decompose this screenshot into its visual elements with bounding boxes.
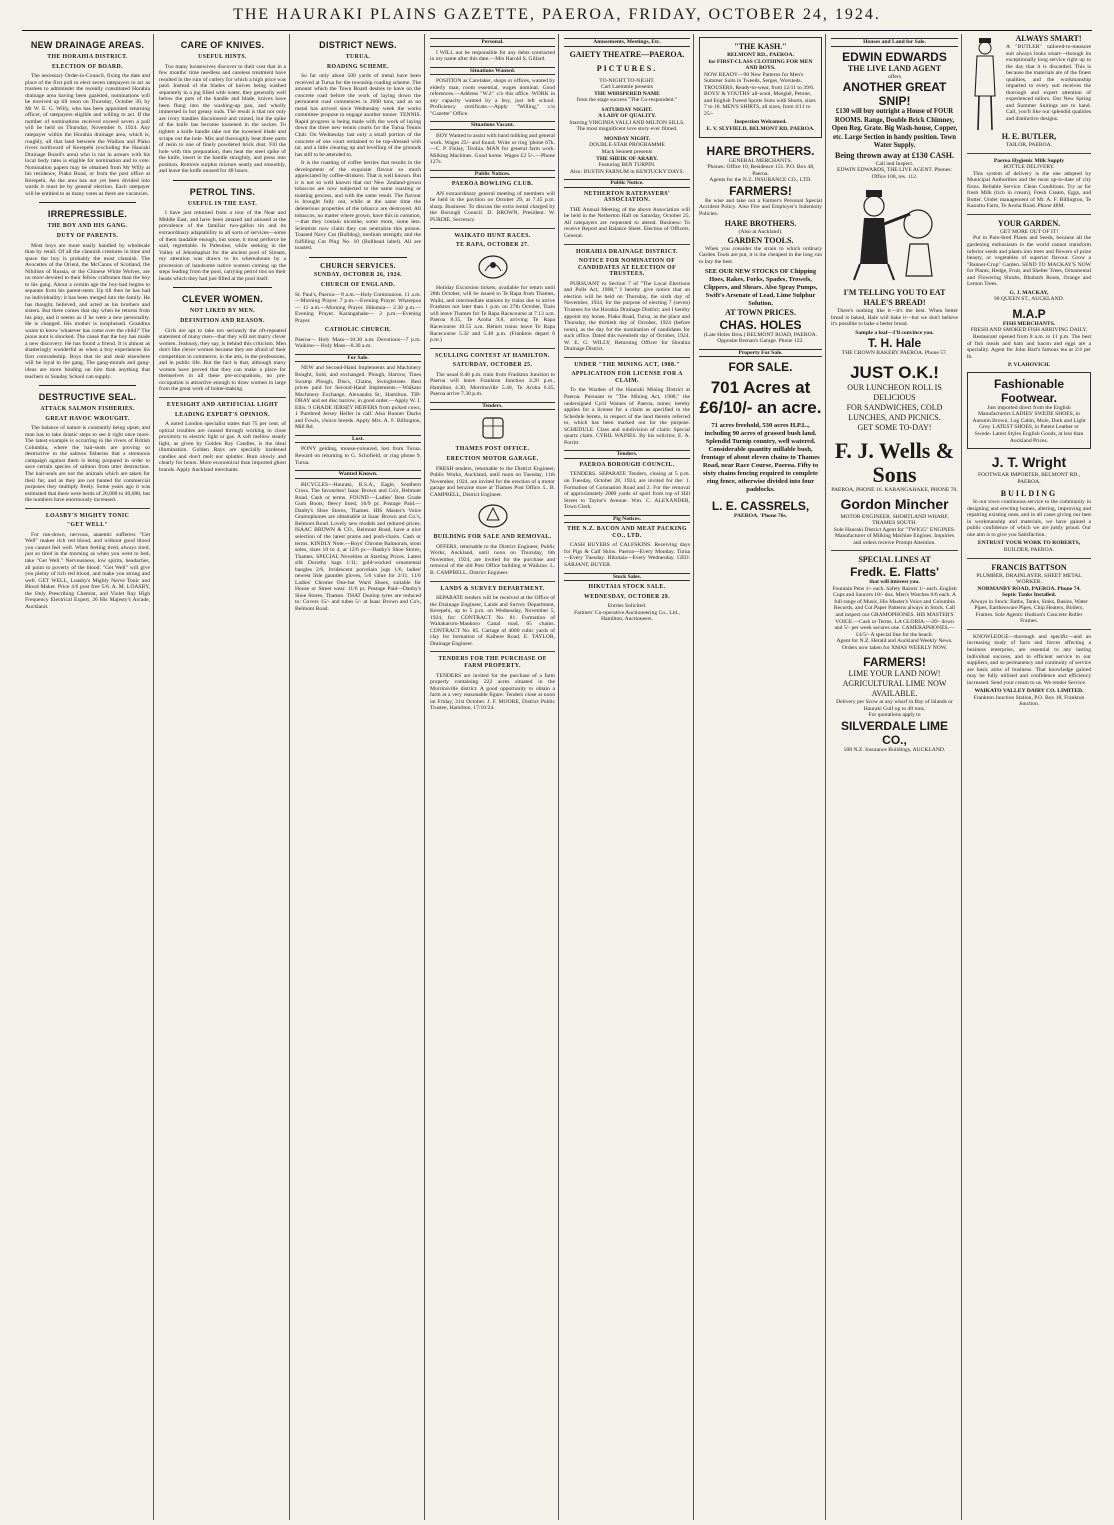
garden-sub: GET MORE OUT OF IT! (999, 228, 1059, 235)
subhead: GREAT HAVOC WROUGHT. (45, 415, 130, 422)
masthead-rule (22, 30, 1092, 31)
category-lost: Lost. (295, 435, 421, 444)
subhead: SUNDAY, OCTOBER 26, 1924. (313, 272, 403, 279)
divider (309, 257, 407, 258)
notice-title: HIKUTAIA STOCK SALE. (588, 584, 666, 591)
lime: LIME YOUR LAND NOW! AGRICULTURAL LIME NOW AVAILABLE. (842, 669, 947, 699)
battson-title: FRANCIS BATTSON (991, 562, 1067, 572)
lunch: FOR SANDWICHES, COLD LUNCHES, AND PICNICS. (846, 402, 943, 422)
notice-subtitle: NOTICE FOR NOMINATION OF CANDIDATES AT ELECTION OF TRUSTEES. (577, 258, 677, 278)
building-text: In our town continuous service to the community in designing and erecting homes, altering, improving and repairing existing ones, and in all cases giving our best in workmanship and materials, we have gained a public confidence of which we are justly proud. Our one aim is to give you Satisfaction. (967, 499, 1091, 538)
farmers2-title: FARMERS! (863, 655, 926, 670)
hare-phones: 'Phones: Office 10, Residence 151. P.O. Box 48, Paeroa. (706, 164, 815, 177)
ad-headline: LOASBY'S MIGHTY TONIC (45, 512, 130, 519)
entrust-sub: BUILDER, PAEROA. (1003, 546, 1055, 553)
subhead: USEFUL IN THE EAST. (187, 200, 258, 207)
newspaper-columns (22, 34, 1094, 1520)
flatts-name: Fredk. E. Flatts' (850, 565, 939, 580)
category-property: Property For Sale. (699, 349, 822, 358)
kash-title: "THE KASH." (734, 42, 787, 51)
subhead: NOT LIKED BY MEN. (189, 308, 256, 315)
farmers-text: Be wise and take out a Farmer's Personal Special Accident Policy. Also Fire and Employer's Indemnity Policies. (699, 197, 822, 217)
notice-title: TENDERS FOR THE PURCHASE OF FARM PROPERTY. (438, 656, 547, 669)
headline-women: CLEVER WOMEN. (182, 294, 263, 305)
theatre-line: DOUBLE-STAR PROGRAMME (589, 142, 665, 149)
divider (430, 228, 555, 229)
divider (173, 180, 272, 181)
category-for-sale: For Sale. (295, 354, 421, 363)
kash-address: BELMONT RD., PAEROA. (727, 52, 794, 58)
butler-advert (967, 34, 1091, 132)
notice-text: AN extraordinary general meeting of members will be held in the pavilion on October 29, at 7.45 p.m. sharp. Business: To discuss the extra rental charged by the Borough Council. D. BROWN, President. W. PURDIE, Secretary. (430, 190, 555, 224)
subhead: DUTY OF PARENTS. (56, 233, 119, 240)
wells-title: F. J. Wells & Sons (834, 437, 955, 487)
hale-slogan: I'M TELLING YOU TO EAT HALE'S BREAD! (843, 288, 946, 308)
category-personal: Personal. (430, 38, 555, 47)
column-5 (561, 34, 694, 1520)
category-tenders: Tenders. (564, 450, 690, 459)
flatts-text: Fountain Pens 1/- each. Safety Razors 1/- each. English Cups and Saucers 10/- doz. Men's Watches 6/6 each. A full range of Music, His Master's Voice and Columbia Records, and Cut Paper Patterns always in Stock. Call and inspect our GRAMOPHONES. HIS MASTER'S VOICE.—Cash or Terms. LA GLORIA.—20/- down and 5/- per week secures one. CAMERAPHONES.—£4/5/- A special line for the beach. (832, 585, 957, 638)
fashion-title: Fashionable Footwear. (993, 376, 1064, 405)
subhead: THE BOY AND HIS GANG. (47, 223, 128, 230)
divider (430, 651, 555, 652)
category-public: Public Notice. (564, 179, 690, 188)
battson-addr: NORMANBY ROAD, PAEROA. Phone 74. (977, 585, 1081, 592)
mackay-sub: 98 QUEEN ST., AUCKLAND. (993, 296, 1065, 303)
cassrels-sub: PAEROA. 'Phone 76s. (733, 513, 788, 520)
milk-sub: BOTTLE DELIVERY. (1003, 164, 1055, 171)
theatre-line: Featuring BEN TURPIN. (598, 162, 656, 169)
town-prices: AT TOWN PRICES. (725, 307, 796, 317)
notice-text: SEPARATE tenders will be received at the Office of the Drainage Engineer, Lands and Survey Department, Kerepehi, up to 5 p.m. on Wednesday, November 5, 1924, for: CONTRACT No. 81. Formation of Waitakaruru-Maukoro Canal road, 65 chains. CONTRACT No. 85. Cartage of 4000 cubic yards of clay for formation of Kaihere Road. E. TAYLOR, Drainage Engineer. (430, 595, 555, 647)
wright-title: J. T. Wright (991, 454, 1067, 471)
article-text: So far only about 500 yards of metal have been received at Turua for the township roading scheme. The amount which the Town Board desires to have on the concrete road before the work of laying down the permanent road commences is 2000 tons, and as no metal has arrived since Wednesday week the works committee propose to engage another tonner. TENNIS. Rapid progress is being made with the work of laying down the three new tennis courts for the Turua Tennis Club. On Wednesday last only a small portion of the concrete of one court remained to be top-dressed with tar, and a little clearing up and levelling of the grounds has still to be attended to. (295, 73, 421, 158)
notice-subtitle: SATURDAY, OCTOBER 25. (452, 362, 533, 369)
divider (967, 214, 1091, 215)
mincher-sub: MOTOR ENGINEER. SHORTLAND WHARF, THAMES SOUTH. (840, 513, 949, 527)
notice-line: Farmers' Co-operative Auctioneering Co., Ltd., Hamilton, Auctioneers. (574, 609, 680, 623)
column-3 (292, 34, 425, 1520)
notice-subtitle: APPLICATION FOR LICENSE FOR A CLAIM. (571, 371, 683, 384)
butler-name: H. E. BUTLER, (1001, 132, 1057, 141)
headline-district: DISTRICT NEWS. (319, 40, 397, 50)
hare2-sub: (Also at Auckland). (738, 229, 783, 236)
pictures-label: PICTURES. (596, 63, 658, 73)
forsale-title: FOR SALE. (728, 360, 793, 375)
hale-text: There's nothing like it—it's the best. When better bread is baked, Hale will bake it—but we don't believe it's possible to bake a better bread. (831, 308, 958, 328)
headline-drainage: NEW DRAINAGE AREAS. (30, 40, 145, 50)
subhead: EYESIGHT AND ARTIFICIAL LIGHT (166, 401, 279, 408)
category-pigs: Pig Notices. (564, 515, 690, 524)
column-4 (427, 34, 559, 1520)
article-text: The balance of nature is constantly being upset, and man has to take drastic steps to see it right once more. The latest example is occurring in the rivers of British Columbia, where the hair-seals are proving so destructive to the salmon fisheries that a strenuous campaign against them is being prepared in order to save certain species of salmon from utter destruction. The hair-seals are not the animals which are taken for their fur, and as they are not hunted for commercial purposes they multiply freely. Some years ago it was estimated that there were herds of 20,000 to 40,000, but the numbers have enormously increased. (25, 425, 150, 504)
septic: Septic Tanks Installed. (1002, 592, 1056, 599)
divider (967, 629, 1091, 630)
theatre-line: Also: DUSTIN FARNUM in KENTUCKY DAYS. (569, 168, 685, 175)
divider (39, 385, 136, 386)
battson-sub: PLUMBER, DRAINLAYER, SHEET METAL WORKER. (976, 572, 1082, 586)
milk-text: This system of delivery is the one adopted by Municipal Authorities and the most up-to-date of city firms. Reliable Service. Clean Conditions. Try us for fresh Milk (rich in cream), Fresh Cream, Eggs, and Butter. Under management of Mr. A. F. Billington, Te Kaouttu Farm, Te Aroha Road. Phone 48M. (967, 170, 1091, 210)
subhead: THE HORAHIA DISTRICT. (47, 54, 128, 60)
notice-title: HORAHIA DRAINAGE DISTRICT. (576, 248, 678, 255)
farmers-title: FARMERS! (729, 183, 792, 198)
hare2-title: HARE BROTHERS. (724, 219, 797, 229)
article-text: The necessary Order-in-Council, fixing the date and place of the first poll to elect seven ratepayers to act as trustees to administer the recently constituted Horahia drainage area having been gazetted, nominations will be received up till noon on Thursday, October 30, by Mr W. E. G. Willy, who has been appointed returning officer, of ratepayers eligible and willing to act. If the number of nominations received exceed seven a poll will be held on Thursday, November 6, 1924. Any ratepayer within the Horahia drainage area, which is, roughly, all that land between the Waihou and Piako rivers northward of Kerepehi (excluding the Hauraki Drainage Board's area) who is not in arrears with his local body rates is eligible for nomination and to vote. Nomination papers may be obtained from Mr Willy at his residence, Piako Road, or from the post office at Kerepehi. As the area has not yet been divided into wards it must be by general election. Each ratepayer will be entitled to as many votes as there are vacancies. (25, 73, 150, 197)
article-text: A noted London specialist states that 75 per cent. of optical troubles are caused through working in close proximity to electric light or gas. A soft mellow steady light, as given by Golden Ray Candles, is the ideal illumination. Golden Rays are specially hardened candles and don't melt nor splutter. Burn slowly and clearly for hours. More economical than imported ghost brands. Apply Auckland merchants. (159, 421, 286, 473)
notice-line: Entries Solicited. (607, 603, 647, 610)
theatre-line: Starring VIRGINIA VALLI AND MILTON SILLS. (569, 119, 685, 126)
subhead: ROADING SCHEME. (326, 63, 390, 70)
theatre-line: The most magnificent love story ever filmed. (576, 126, 678, 133)
category-houses: Houses and Land for Sale. (831, 38, 958, 47)
notice-subtitle: WEDNESDAY, OCTOBER 29. (584, 593, 670, 600)
headline-knives: CARE OF KNIVES. (180, 40, 265, 50)
column-6 (696, 34, 826, 1520)
kash-sign: E. V. SLYFIELD, BELMONT RD, PAEROA. (706, 126, 815, 133)
tools-title: GARDEN TOOLS. (727, 235, 794, 245)
subhead: LEADING EXPERT'S OPINION. (175, 411, 270, 418)
hale-name: T. H. Hale (867, 336, 922, 351)
classified-text: BOY Wanted to assist with hand milking and general work. Wages 25/- and found. Write or ring 'phone 67k.—C. P. Finlay, Tirohia. MAN for general farm work. Milking Machines. Good home. Wages £2 5/-.—Phone 127s. (430, 133, 555, 166)
entrust: ENTRUST YOUR WORK TO ROBERTS, (977, 540, 1081, 547)
divider (25, 508, 150, 509)
theatre-name: GAIETY THEATRE—PAEROA. (569, 49, 685, 59)
knowledge-text: KNOWLEDGE—thorough and specific—and an increasing study of facts and forces affecting a business enterprise, are essential to any lasting individual success, and to efficient service to our suppliers, and so permanency and continuity of service are basic aims of business. That knowledge gained may be fully utilised and confidence and efficiency increased. Send your cream to us. We render Service. (967, 633, 1091, 686)
crest-icon (475, 253, 511, 281)
divider (430, 348, 555, 349)
article-text: I have just returned from a tour of the Near and Middle East, and have been amazed and amused at the prevalence of the familiar two-gallon tin and its extraordinary adaptability to all sorts of services—some of them laudable enough, but some, it must perforce be said, regrettable. In Palestine, while seeking in the Valley of Jehoshaphat for the ancient pool of Siloam, my attention was drawn to its whereabouts by a procession of handsome native women coming up the steps leading from the pool, carrying petrol tins on their heads which they had just filled at the pool itself. (159, 210, 286, 282)
theatre-line: from the stage success "The Co-respondent." (576, 97, 678, 104)
headline-irrepressible: IRREPRESSIBLE. (47, 209, 128, 220)
mincher-text: Sole Hauraki District Agent for "TWIGG" ENGINES. Manufacturer of Milking Machine Engines. Inquiries and orders receive Prompt Attention. (833, 526, 956, 546)
notice-text: The usual 8.40 p.m. train from Frankton Junction to Paeroa will leave Frankton Junction 4.20 p.m., Hamilton 4.30, Morrinsville 5.40, Te Aroha 6.45, Paeroa arrive 7.30 p.m. (430, 371, 555, 398)
holes-sub: (Late Holes Bros.) BELMONT ROAD, PAEROA. Opposite Brenan's Garage. Phone 122. (703, 331, 818, 345)
divider (967, 558, 1091, 559)
divider (173, 287, 272, 288)
divider (564, 357, 690, 358)
hale-sub: THE CROWN BAKERY PAEROA. Phone 57. (841, 350, 948, 357)
notice-title: SCULLING CONTEST AT HAMILTON. (435, 352, 550, 359)
map-title: M.A.P (1012, 306, 1046, 321)
silverdale-title: SILVERDALE LIME CO., (840, 718, 949, 747)
headline-church: CHURCH SERVICES. (320, 261, 396, 270)
notice-text: TENDERS. SEPARATE Tenders, closing at 5 p.m. on Tuesday, October 28, 1924, are invited for the: 1. Formation of Coronation Road and 2. For the removal of approximately 2000 yards of spoil from top of Hill Street to Taylor's Avenue. Wm. C. ALEXANDER, Town Clerk. (564, 471, 690, 511)
notice-text: PURSUANT to Section 7 of "The Local Elections and Polls Act, 1908," I hereby give notice that an election will be held on Thursday, the sixth day of November, 1924, for the purpose of electing 7 (seven) Trustees for the Horahia Drainage District; and I hereby appoint my house, Piako Road, Turua, as the place and Thursday, the thirtieth day of October, 1924 (before noon), as the day for the nomination of candidates for such office. Dated this twentieth day of October, 1924. W. E. G. WILLY, Returning Officer for Horahia Drainage District. (564, 280, 690, 353)
getsome: GET SOME TO-DAY! (857, 422, 932, 432)
notice-text: THE Annual Meeting of the above Association will be held in the Netherton Hall on Saturday, October 25. All ratepayers are requested to attend. Business: To receive Report and Balance Sheet. Election of Officers. General. (564, 206, 690, 240)
classified-text: NEW and Second-Hand Implements and Machinery Bought, Sold, and exchanged. Plough, Harrow, Tines Swamp Plough, Discs, Chains, Swingletrees. Best prices paid for Second-Hand Implements.—Waikato Machinery Exchange, Alexandra St., Hamilton. TIP-DRAY and set disc harrow, in good order.—Apply W. J. Ellis. 9 GRADE JERSEY HEIFERS from picked cows, 1 Purebred Jersey Heifer in calf. Also Runner Ducks and Fowls, choice breeds. Apply Mrs. A. F. Billington, Mill Rd. (295, 365, 421, 431)
headline-seal: DESTRUCTIVE SEAL. (38, 392, 137, 403)
fashion-text: Just imported direct from the English Manufacturers LADIES' SWEDE SHOES, in Autumn Brown, Log Cabin, Mole, Dark and Light Grey. LATEST SHOES, in Patent Leather or Swede. Latest Styles English Goods, at less than Auckland Prices. (972, 404, 1086, 444)
film-title: A LADY OF QUALITY. (597, 113, 657, 120)
divider (39, 202, 136, 203)
theatre-line: Carl Laemmle presents (601, 84, 653, 91)
kash-text: NOW READY—90 New Patterns for Men's Summer Suits in Tweeds, Serges, Worsteds. TROUSERS, Ready-to-wear, from 12/11 to 39/6. BOYS' & YOUTHS' all-wool, Mosgiel, Petone, and English Tweed Sports Suits with Shorts, sizes 7 to 18. MEN'S SHIRTS, all sizes, from 4/11 to 25/- (704, 71, 816, 117)
notice-title: NETHERTON RATEPAYERS' ASSOCIATION. (583, 190, 671, 204)
category-public: Public Notices. (430, 170, 555, 179)
hare-sub: GENERAL MERCHANTS. (728, 157, 793, 164)
notice-title: UNDER "THE MINING ACT, 1908." (574, 361, 680, 368)
gentleman-illustration-icon (967, 36, 1003, 132)
divider (159, 397, 286, 398)
acres-text: 71 acres freehold, 530 acres H.P.L., including 90 acres of grassed bush land. Splendid Turnip country, well watered. Considerable quantity millable bush, frontage of about eleven chains to Thames Road, near Race Course, Paeroa. Fifty to sixty chains fencing required to complete ring fence, otherwise divided into four paddocks. (701, 422, 820, 494)
cassrels-title: L. E. CASSRELS, (711, 499, 810, 514)
acres-headline: 701 Acres at £6/10/- an acre. (699, 378, 822, 418)
hale-sample: Sample a loaf—I'll convince you. (855, 329, 934, 336)
column-2 (156, 34, 290, 1520)
quotes: For quotations apply to (868, 712, 921, 719)
edwards-sign: EDWIN EDWARDS, THE LIVE AGENT. Phones: Office 108, res. 112. (837, 167, 952, 180)
hare-title: HARE BROTHERS. (706, 143, 815, 158)
ad-subhead: "GET WELL" (66, 522, 109, 529)
divider (564, 244, 690, 245)
category-amusements: Amusements, Meetings, Etc. (564, 38, 690, 47)
notice-title: THAMES POST OFFICE. (455, 446, 530, 453)
category-situations: Situations Wanted. (430, 67, 555, 76)
category-wanted: Wanted Known. (295, 470, 421, 479)
kash-for: for FIRST-CLASS CLOTHING FOR MEN AND BOYS. (708, 58, 813, 72)
film-title: THE SHEIK OF ARABY. (596, 155, 658, 162)
roll: OUR LUNCHEON ROLL IS DELICIOUS (847, 382, 942, 402)
snip: ANOTHER GREAT SNIP! (842, 80, 947, 109)
subhead: TURUA. (345, 54, 371, 60)
article-text: Girls are apt to take too seriously the oft-repeated statement of many men—that they will not marry clever women. Jealousy, they say, is behind this criticism. Men don't like clever women because they are afraid of their competition in commerce, in the arts, in the professions, and in public life. But the fact is that, although many women have proved that they can make a place for themselves in all these pre-occupations, no pre-occupation is attractive enough to draw women in large from the great work of home-making. (159, 327, 286, 393)
live-agent: THE LIVE LAND AGENT (847, 63, 942, 73)
category-stock: Stock Sales. (564, 573, 690, 582)
map-sub2: FRESH AND SMOKED FISH ARRIVING DAILY. (970, 327, 1088, 334)
column-1 (22, 34, 154, 1520)
mincher-title: Gordon Mincher (840, 495, 949, 512)
snip-text: £130 will buy outright a House of FOUR ROOMS. Range, Double Brick Chimney, Open Reg. Grate. Big Wash-house, Copper, etc. Large Section in handy position. Town Water Supply. (831, 108, 958, 150)
wells-sub: PAEROA, PHONE 16. KARANGAHAKE, PHONE 70. (831, 486, 958, 493)
category-vacant: Situations Vacant. (430, 121, 555, 130)
divider (831, 550, 958, 551)
film-title: THE WHISPERED NAME (594, 90, 660, 97)
kash-advert (699, 37, 822, 138)
garden-text: Put in Pure-bred Plants and Seeds, because all the gardening enthusiasm in the world cannot transform inferior seeds and plants into trees and flowers of prize beauty, or vegetables of superior flavour. Grow a "Banner-Crop" Garden. SEND TO MACKAY'S NOW for Plants, Hedge, Fruit, and Shelter Trees, Ornamental and Flowering Shrubs, Rhubarb Roots, Orange and Lemon Trees. (967, 235, 1091, 288)
notice-text: Holiday Excursion tickets, available for return until 28th October, will be issued to Te Rapa from Thames, Waihi, and intermediate stations by trains due to arrive Frankton not later than 1 p.m. on 27th October. Train will leave Thames for Te Rapa Racecourse at 7.13 a.m. Paeroa 8.35, Te Aroha 9.8, arriving Te Rapa Racecourse 10.55 a.m. Return trains leave Te Rapa Racecourse 5.32 and 5.48 p.m. (Frankton depart 6 p.m.) (430, 284, 555, 344)
category-tenders: Tenders. (430, 402, 555, 411)
butler-sub: TAILOR, PAEROA. (1005, 142, 1053, 148)
mackay-name: G. J. MACKAY, (1009, 289, 1049, 296)
edwards-title: EDWIN EDWARDS (842, 49, 947, 64)
notice-subtitle: ERECTION MOTOR GARAGE. (446, 455, 539, 462)
notice-title: THE N.Z. BACON AND MEAT PACKING CO., LTD. (567, 526, 687, 539)
flatts-sub: that will interest you. (869, 579, 920, 586)
milk-title: Paeroa Hygienic Milk Supply (993, 157, 1065, 164)
septic-text: Always in Stock: Baths, Tanks, Sinks, Basins, Water Pipes, Earthenware Pipes, Chip Heaters, Boilers, Frames. Sole Agents: Hudson's Concrete Roller Frames. (970, 598, 1088, 625)
headline-petrol: PETROL TINS. (189, 186, 256, 197)
classified-text: POSITION as Caretaker, shops or offices, wanted by elderly man, room essential, wages nominal. Good references.—Address "W.J." c/o this office. WORK in any capacity wanted by a boy, just left school. Proficiency certificate.—Apply "Willing," c/o "Gazette" Office. (430, 78, 555, 117)
notice-text: To the Warden of the Hauraki Mining District at Paeroa. Pursuant to "The Mining Act, 1908," the undersigned Cyril Waines of Paeroa, miner, hereby applies for a license for a claim as specified in the Schedule hereto, in respect of the land therein referred to, which has been marked out for the purpose. SCHEDULE. Class and subdivision of claim: Special quartz claim. CYRIL WAINES. By his solicitor, E. A. Porritt. (564, 387, 690, 446)
butler-text: A "BUTLER" tailored-to-measure suit always looks smart—through its exceptionally long service right up to the day that it is discarded. This is because the materials are of the finest qualities, and the workmanship imparted to every suit receives the thorough and expert attention of experienced tailors. Our New Spring and Summer Suitings are to hand. Call, you'll like our splendid qualities and distinctive designs. (1006, 44, 1091, 123)
map-sub: FISH MERCHANTS. (1002, 320, 1056, 327)
notice-title: LANDS & SURVEY DEPARTMENT. (440, 585, 545, 592)
theatre-line: SATURDAY NIGHT. (601, 106, 653, 113)
article-text: St. Paul's, Paeroa— 8 a.m.—Holy Communion. 11 a.m.—Morning Prayer. 7 p.m.—Evening Prayer. Wharepoa— 11 a.m.—Morning Prayer. Hikutaia— 2.30 p.m.—Evening Prayer. Karangahake— 3 p.m.—Evening Prayer. (295, 291, 421, 324)
always-title: ALWAYS SMART! (1015, 34, 1082, 43)
theatre-line: MONDAY NIGHT. (603, 135, 651, 142)
notice-text: CASH BUYERS of CALFSKINS. Receiving days for Pigs & Calf Skins. Paeroa—Every Monday. Turua—Every Tuesday. Hikutaia—Every Wednesday. GEO. SARJANT, BUYER. (564, 542, 690, 568)
notice-title: WAIKATO HUNT RACES. (454, 232, 531, 239)
notice-text: FRESH tenders, returnable to the District Engineer, Public Works, Auckland, until noon on Tuesday, 11th November, 1924, are invited for the erection of a motor garage and benzine store at Thames Post Office. L. B. CAMPBELL, District Engineer. (430, 465, 555, 498)
stocks-text: SEE OUR NEW STOCKS OF Chipping Hoes, Rakes, Forks, Spades, Trowels, Clippers, and Shears. Also Spray Pumps, Swift's Arsenate of Lead, Lime Sulphur Solution, (703, 267, 818, 307)
notice-title: PAEROA BOWLING CLUB. (451, 181, 534, 188)
crest-icon (475, 414, 511, 442)
building-title: BUILDING (1000, 489, 1058, 499)
article-text: Too many housewives discover to their cost that in a few months' time needless and careless treatment have resulted in the ruin of cutlery for which a high price was paid. Instead of the blades of knives being washed separately in a jug filled with water, they generally well below the pots of the handle and blade, knives have been flung into the washing-up pan, and wholly immersed in hot greasy suds. The result is that not only are ivory handles discoloured and ruined, but the spike of the knife has become loosened in the socket. To tighten a knife handle take out the loosened blade and scrape out the hole. Mix and thoroughly beat three parts of resin to one of finely powdered brick dust. Fill the hole with this preparation, then heat the steel spike of the knife, insert in the handle straightly, and press into position. Remove surplus mixture neatly and smoothly, and leave the knife unused for 48 hours. (159, 63, 286, 175)
notice-text: TENDERS are invited for the purchase of a farm property containing 222 acres situated in the Morrinsville district. A good opportunity to obtain a farm at a very reasonable figure. Tenders close at noon on Friday, 31st October. J. F. MOORE, District Public Trustee, Hamilton. 17/10/24. (430, 672, 555, 712)
waikato-sub: Frankton Junction Station, P.O. Box 18, Frankton Junction. (973, 694, 1085, 708)
wright-sub: FOOTWEAR IMPORTER, BELMONT RD., PAEROA. (977, 472, 1081, 485)
ad-text: For run-down, nervous, anaemic sufferers "Get Well" makes rich red blood, and without good blood you cannot feel well. When feeling tired, always tired, just so tired in the morning as when you went to bed, take "Get Well." Nervousness, low spirits, headaches, all point to poverty of the blood. "Get Well" will give you plenty of rich red blood, and make you strong and well. GET WELL, Loasby's Mighty Nerve Tonic and Blood Maker. Price 4/6 post free 5/6. A. M. LOASBY, the Only Prescribing Chemist, and Violet Ray High Frequency Electrical Expert, 26 His Majesty's Arcade, Auckland. (25, 531, 150, 610)
notice-title: BUILDING FOR SALE AND REMOVAL. (433, 534, 552, 541)
offers: offers (888, 73, 901, 80)
waikato-title: WAIKATO VALLEY DAIRY CO. LIMITED. (974, 688, 1084, 695)
kash-inspect: Inspection Welcomed. (734, 119, 787, 126)
divider (967, 153, 1091, 154)
theatre-line: TO-NIGHT TO-NIGHT. (599, 77, 655, 84)
map-sign: P. VLAHOVICH. (1007, 362, 1051, 369)
column-7 (828, 34, 962, 1520)
flatts-agent: Agent for N.Z. Herald and Auckland Weekly News. Orders now taken for XMAS WEEKLY NOW. (836, 638, 953, 651)
subhead: ELECTION OF BOARD. (52, 63, 123, 70)
silverdale-sub: 508 N.Z. Insurance Buildings, AUCKLAND. (843, 746, 946, 753)
crest-icon (475, 502, 511, 530)
lime-text: Delivery per Scow at any wharf in Bay of Islands or Hauraki Gulf up to 40 tons. (836, 699, 953, 712)
justok: JUST O.K.! (850, 362, 939, 382)
subhead: USEFUL HINTS. (198, 54, 247, 60)
notice-subtitle: TE RAPA, OCTOBER 27. (455, 242, 530, 249)
subhead: CATHOLIC CHURCH. (324, 327, 392, 334)
subhead: CHURCH OF ENGLAND. (320, 281, 396, 288)
subhead: DEFINITION AND REASON. (180, 317, 265, 324)
classified-text: BICYCLES—Hauraki, B.S.A., Eagle, Southern Cross. The favourites! Isaac Brown and Co's, Belmont Road. Cash or terms. FOUND.—Ladies' Best Grade Gum Boots, fleecy lined, 16/9 pr. Postage Paid.—Danby's Shoe Stores, Thames. HIS Master's Voice Gramophones are obtainable at Isaac Brown and Co.'s, Belmont Road. Lovely new models and reduced prices. ISAAC BROWN & CO., Belmont Road, have a nice selection of the latest prams and push-chairs. Cash or terms. KINDLY Note.—Boys' Chrome Balmorals, stout soles, sizes 10 to 4, at 12/6 pr.—Danby's Shoe Stores, Thames. SPECIAL Novelties at Starting Prices. Latest silk Dorothy bags 1/11; gold-worked ornamental bangles 2/6, Irridescent porcelain jugs 1/6, ladies' newest lisle gauntlet gloves, 5/6 value for 2/11. 11/6 Ladies' Chrome One-bar Ward Shoes, suitable for House or Street wear. 11/6 pr. Postage Paid—Danby's Shoe Stores, Thames. THAT Dunlop tyres are reduced to: Covers 15/- and tubes 5/- at Isaac Brown and Co's, Belmont Road. (295, 481, 421, 613)
divider (430, 581, 555, 582)
footwear-advert (967, 372, 1091, 449)
garden-title: YOUR GARDEN. (997, 218, 1061, 228)
cash: Being thrown away at £130 CASH. (835, 150, 954, 160)
masthead: THE HAURAKI PLAINS GAZETTE, PAEROA, FRIDAY, OCTOBER 24, 1924. (233, 6, 881, 23)
classified-text: PONY gelding, mouse-coloured, lost from Turua. Reward on returning to G. Schofield, or ring phone 9, Turua. (295, 446, 421, 466)
holes-title: CHAS. HOLES (719, 317, 802, 332)
classified-text: I WILL not be responsible for any debts contracted in my name after this date.—Mrs Harold S. Gillard. (430, 49, 555, 63)
baker-illustration-icon (840, 184, 950, 284)
notice-title: PAEROA BOROUGH COUNCIL. (579, 461, 675, 468)
map-text: Restaurant opened from 8 a.m. to 11 p.m. The best of fish meals and ham and bacon and eggs are a speciality. Agent for John Bart's famous tea at 2/4 per lb. (967, 334, 1091, 360)
column-8 (964, 34, 1094, 1520)
article-text: It is the roasting of coffee berries that results in the development of the exquisite flavour so much appreciated by coffee-drinkers. That is well known. But it is not so well known that our New Zealand-grown tobaccos are now subjected to the same roasting or toasting process, and with the same result. The flavour is brought fully out, while at the same time the deleterious properties of the tobacco are destroyed. All tobaccos, no matter where grown, have this in common,—that they contain nicotine, some more, some less. Scientists now claim they can neutralize this poison. Toasted Navy Cut (Bulldog), medium strength; and the fulfilling Cut Plug No. 10 (Bullhead label). All are toasted. (295, 160, 421, 252)
article-text: Paeroa— Holy Mass—10.30 a.m. Devotions—7 p.m. Waikino— Holy Mass—8.30 a.m. (295, 336, 421, 350)
notice-text: OFFERS, returnable to the District Engineer, Public Works, Auckland, until noon on Thursday, 6th November, 1924, are invited for the purchase and removal of the old Post Office building at Waikino. L. B. CAMPBELL, District Engineer. (430, 543, 555, 576)
theatre-line: Mack Sennett presents (601, 149, 653, 156)
inspect: Call and Inspect. (875, 160, 914, 167)
hare-agents: Agents for the N.Z. INSURANCE CO., LTD. (709, 177, 812, 184)
flatts-title: SPECIAL LINES AT (858, 555, 931, 565)
article-text: Most boys are more easily handled by wholesale than by retail. Of all the clannish creatures in time and space the boy is probably the most clannish. The Avocettes of the Orient, the McCanns of Scotland, the Nihilists of Russia, or the Chinese White Wolves, are no more devoted to their fellow craftsmen than the boy to his gang. About a certain age the boy-bad begins to separate from his parent-stem. Up till then he has had no individuality; it has been merged into the family. He has thought, believed, and acted as his brothers and sisters. But there comes that day when he returns from his play, and it seems as if he were a new personality. He is changed. His mother is nonplussed. Grandma wants to know 'whatever has come over the child?' The pious aunt is shocked. The cause that the boy has made a new discovery. He has found a friend. It is almost as shatteringly wonderful as when a boy experiences his first comradeship. Boys that tie and steal elsewhere will be loyal to the gang. The gang-morals and gang-ideas are more binding on him than anything that teachers or Sunday School can supply. (25, 242, 150, 380)
subhead: ATTACK SALMON FISHERIES. (40, 406, 135, 413)
tools-text: When you consider the strain to which ordinary Garden Tools are put, it is the cheapest in the long run to buy the best. (699, 245, 822, 266)
